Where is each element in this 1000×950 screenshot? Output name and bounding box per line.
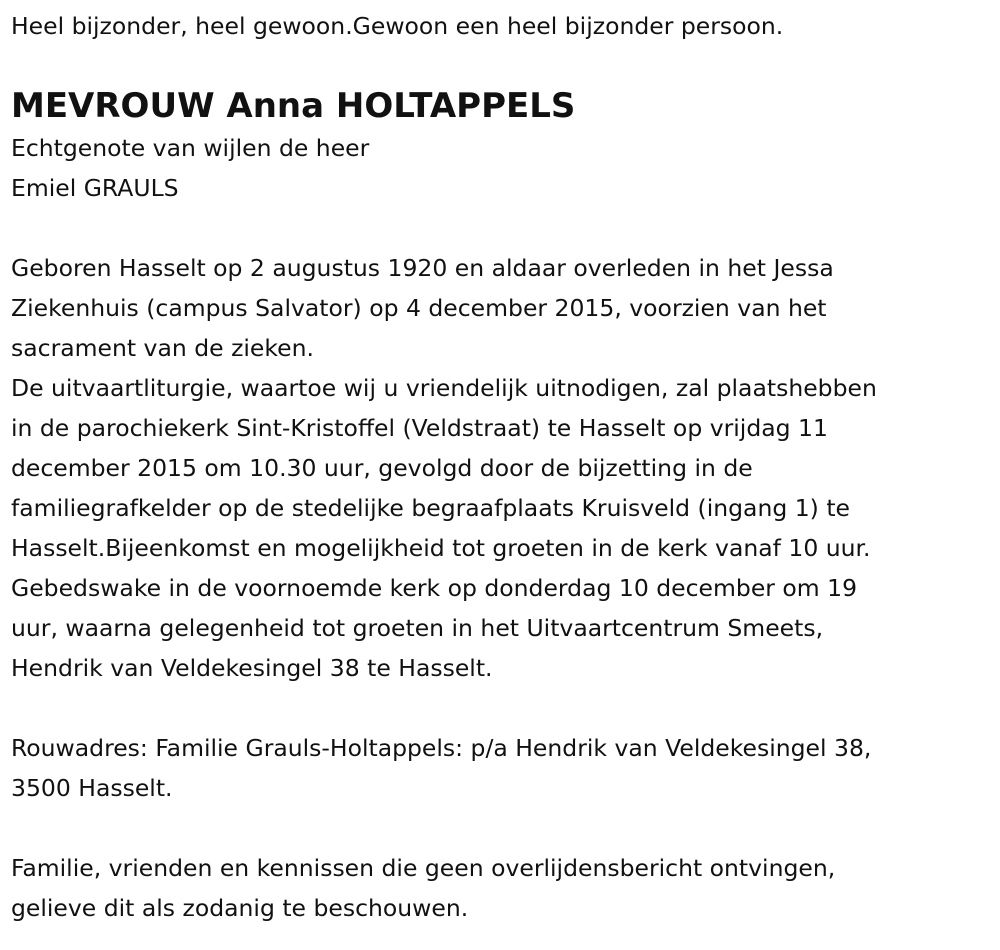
obituary-page <box>11 6 996 928</box>
details-line: Hasselt.Bijeenkomst en mogelijkheid tot groeten in de kerk vanaf 10 uur. <box>11 534 871 562</box>
spouse-line: Echtgenote van wijlen de heer <box>11 134 370 162</box>
spouse-block <box>11 128 996 208</box>
closing-block <box>11 848 996 928</box>
spacer <box>11 808 996 848</box>
details-line: De uitvaartliturgie, waartoe wij u vriendelijk uitnodigen, zal plaatshebben <box>11 374 877 402</box>
details-line: uur, waarna gelegenheid tot groeten in het Uitvaartcentrum Smeets, <box>11 614 824 642</box>
spacer <box>11 208 996 248</box>
details-line: Ziekenhuis (campus Salvator) op 4 december 2015, voorzien van het <box>11 294 827 322</box>
address-line: Rouwadres: Familie Grauls-Holtappels: p/a Hendrik van Veldekesingel 38, <box>11 734 872 762</box>
spacer <box>11 688 996 728</box>
details-line: Geboren Hasselt op 2 augustus 1920 en aldaar overleden in het Jessa <box>11 254 834 282</box>
deceased-name: MEVROUW Anna HOLTAPPELS <box>11 86 576 126</box>
closing-line: Familie, vrienden en kennissen die geen overlijdensbericht ontvingen, <box>11 854 836 882</box>
motto-line: Heel bijzonder, heel gewoon.Gewoon een heel bijzonder persoon. <box>11 12 784 40</box>
address-block <box>11 728 996 808</box>
address-line: 3500 Hasselt. <box>11 774 173 802</box>
details-line: sacrament van de zieken. <box>11 334 314 362</box>
details-block <box>11 248 996 688</box>
details-line: familiegrafkelder op de stedelijke begraafplaats Kruisveld (ingang 1) te <box>11 494 850 522</box>
details-line: Hendrik van Veldekesingel 38 te Hasselt. <box>11 654 493 682</box>
details-line: december 2015 om 10.30 uur, gevolgd door de bijzetting in de <box>11 454 753 482</box>
details-line: Gebedswake in de voornoemde kerk op donderdag 10 december om 19 <box>11 574 858 602</box>
closing-line: gelieve dit als zodanig te beschouwen. <box>11 894 469 922</box>
details-line: in de parochiekerk Sint-Kristoffel (Veldstraat) te Hasselt op vrijdag 11 <box>11 414 828 442</box>
spouse-name: Emiel GRAULS <box>11 174 179 202</box>
